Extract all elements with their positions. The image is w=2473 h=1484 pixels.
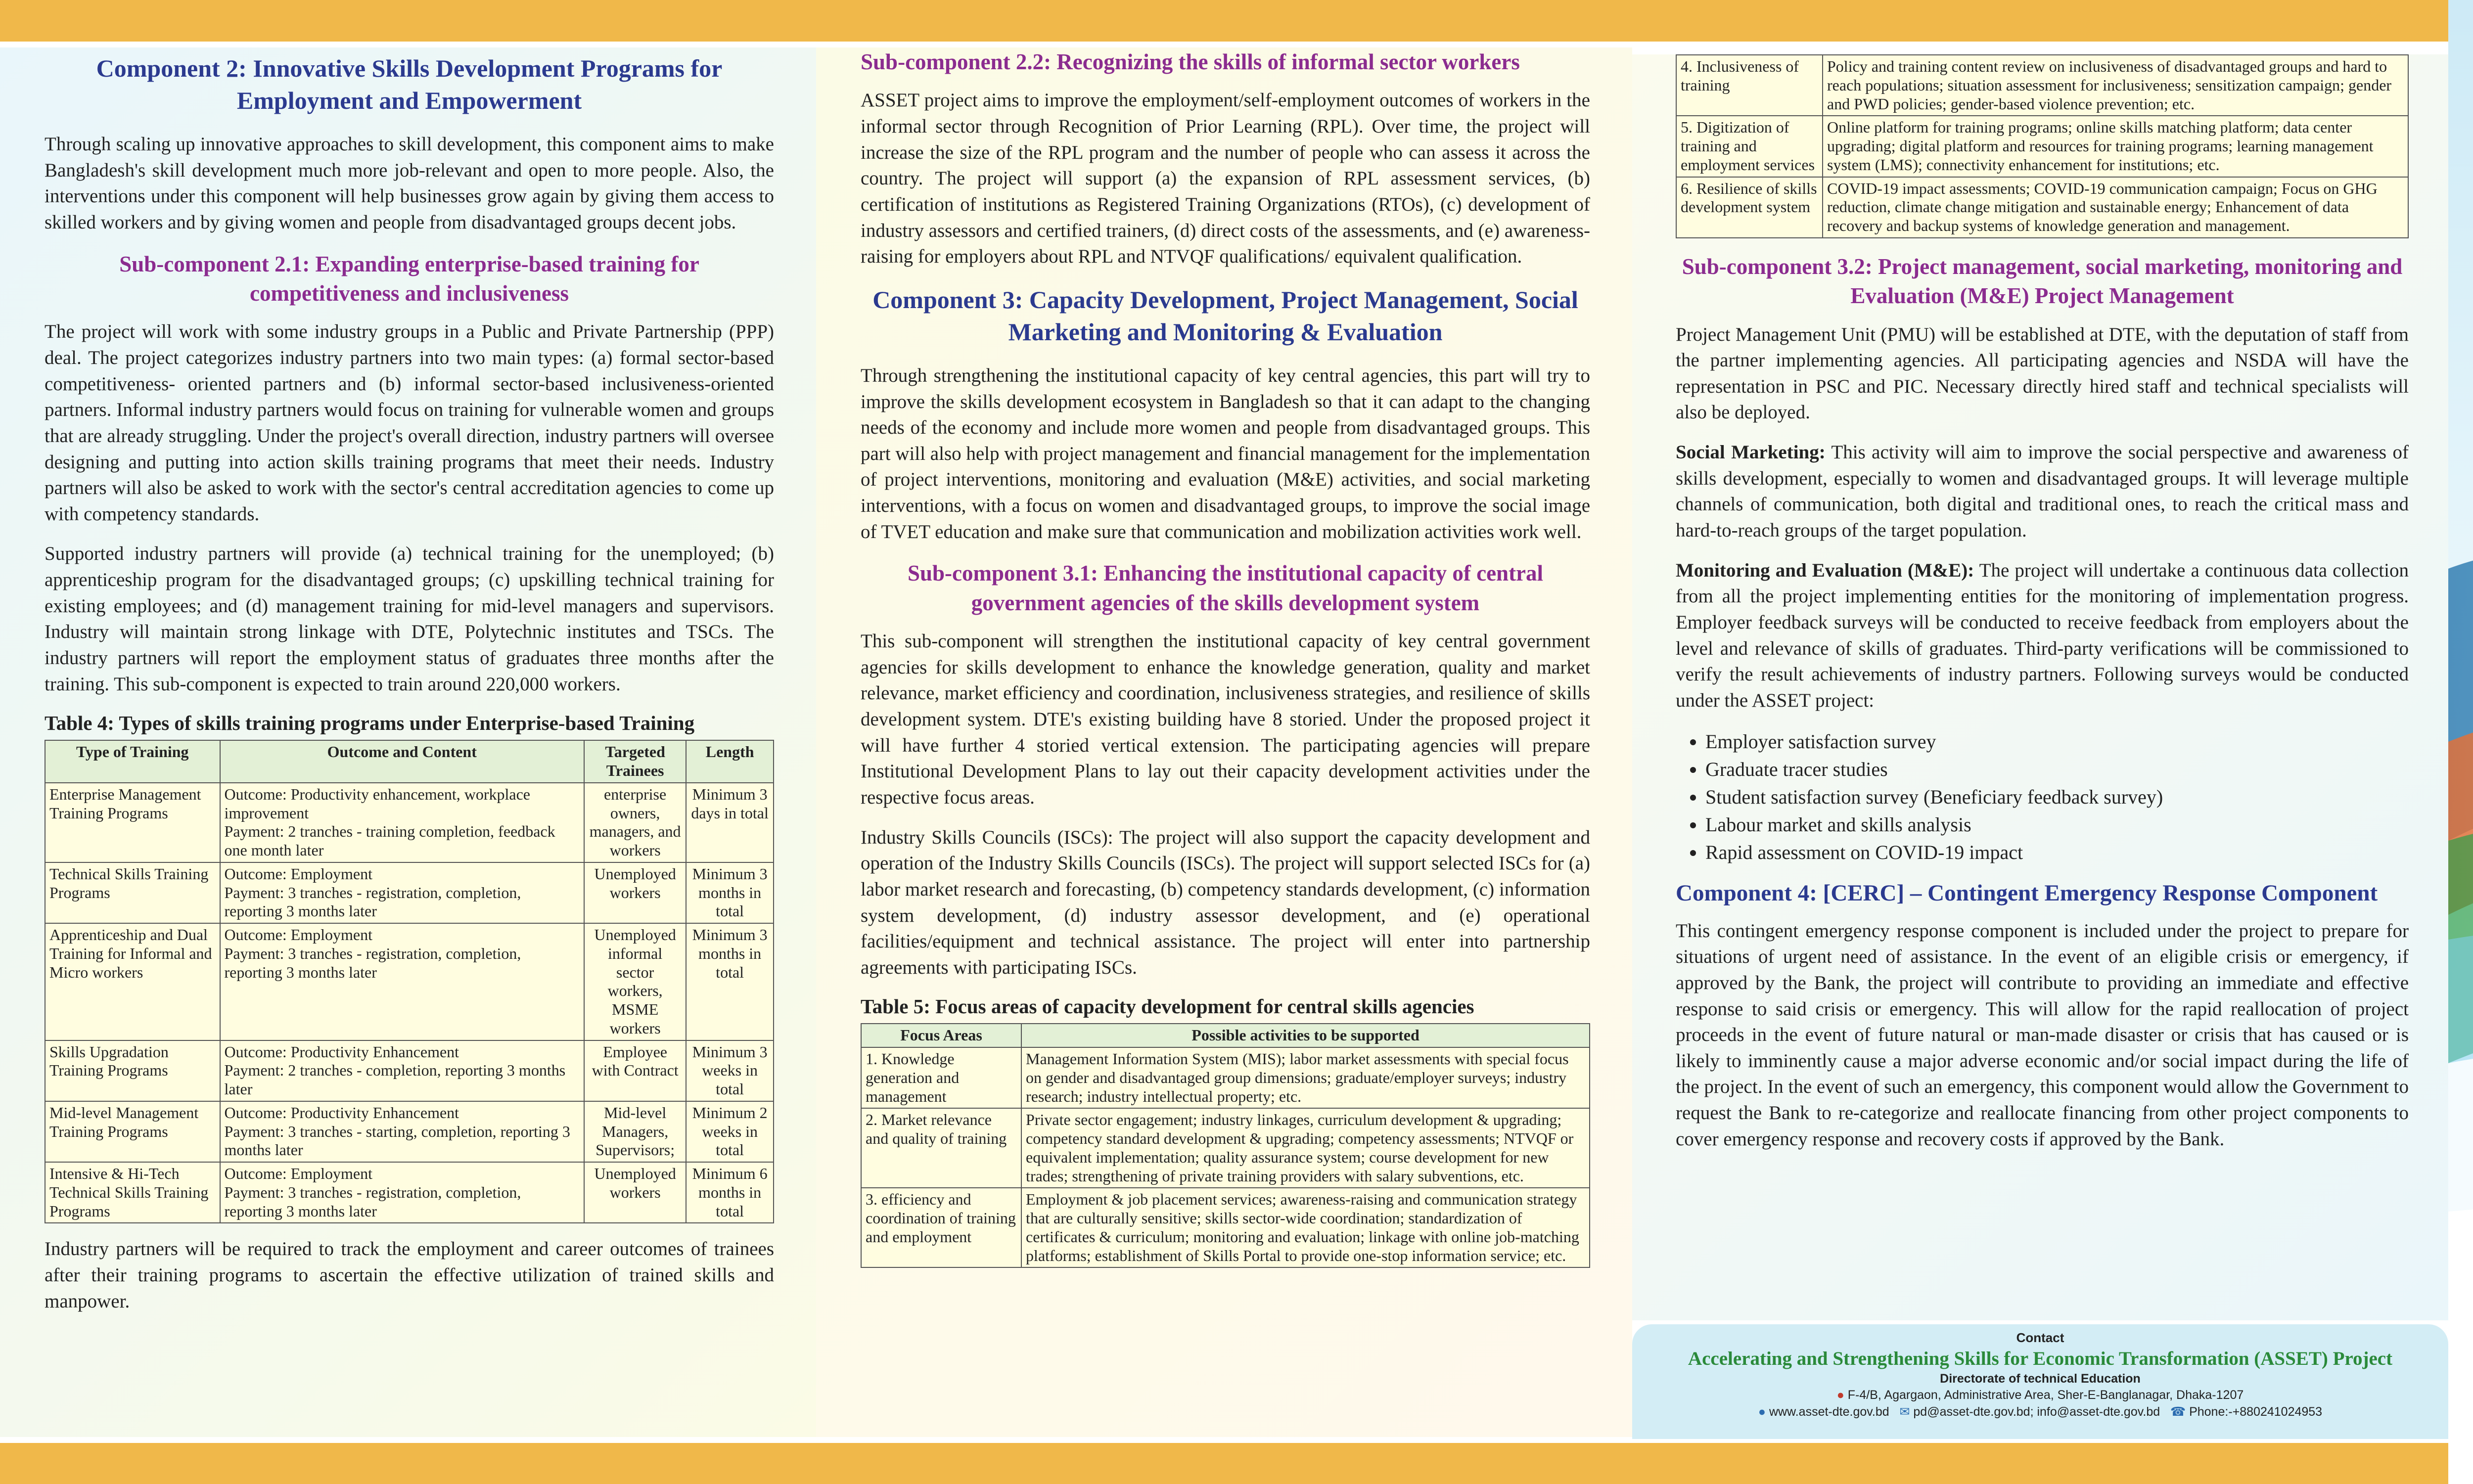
subcomponent-3-2-heading: Sub-component 3.2: Project management, social marketing, monitoring and Evaluation (M&E) Project Management (1682, 254, 2403, 309)
table-4-cell: Technical Skills Training Programs (45, 862, 220, 923)
survey-list-item: • Graduate tracer studies (1705, 756, 2409, 783)
table-5-row (861, 1108, 1590, 1188)
monitoring-evaluation-paragraph (1676, 558, 2409, 714)
table-5-header: Possible activities to be supported (1021, 1024, 1590, 1047)
monitoring-evaluation-text: The project will undertake a continuous data collection from all the project implementing entities for the monitoring of implementation progress. Employer feedback surveys will be conducted to receive feedback from employers about the level and relevance of skills of graduates. Third-party verifications will be commissioned to verify the result achievements of industry partners. Following surveys would be conducted under the ASSET project: (1676, 559, 2409, 711)
panel-1 (0, 47, 816, 1437)
contact-address: F-4/B, Agargaon, Administrative Area, Sher-E-Banglanagar, Dhaka-1207 (1847, 1388, 2244, 1402)
contact-heading: Contact (2016, 1330, 2064, 1345)
subcomponent-3-2-text: Project Management Unit (PMU) will be established at DTE, with the deputation of staff from the partner implementing agencies. All participating agencies and NSDA will have the representation in PSC and PIC. Necessary directly hired staff and technical specialists will also be deployed. (1676, 323, 2409, 423)
table-5-cell: COVID-19 impact assessments; COVID-19 communication campaign; Focus on GHG reduction, climate change mitigation and sustainable energy; Enhancement of data recovery and backup systems of knowledge generation and management. (1823, 177, 2408, 238)
survey-list-item: • Student satisfaction survey (Beneficiary feedback survey) (1705, 783, 2409, 811)
contact-email[interactable]: pd@asset-dte.gov.bd; info@asset-dte.gov.bd (1913, 1405, 2160, 1419)
table-5-row (1676, 177, 2408, 238)
table-4-header: Outcome and Content (220, 740, 585, 783)
table-5-cell: 6. Resilience of skills development system (1676, 177, 1823, 238)
social-marketing-text: This activity will aim to improve the social perspective and awareness of skills development, especially to women and disadvantaged groups. It will leverage multiple channels of communication, both digital and traditional ones, to reach the critical mass and hard-to-reach groups of the target population. (1676, 442, 2409, 541)
table-4-cell: Intensive & Hi-Tech Technical Skills Training Programs (45, 1162, 220, 1223)
contact-office: Directorate of technical Education (1940, 1372, 2141, 1386)
table-4-cell: Mid-level Managers, Supervisors; (584, 1101, 686, 1162)
contact-box (1632, 1324, 2448, 1439)
subcomponent-2-1-paragraph-2: Supported industry partners will provide (a) technical training for the unemployed; (b) apprenticeship program for the disadvantaged groups; (c) upskilling technical training for existing employees; and (d) management training for mid-level managers and supervisors. Industry will maintain strong linkage with DTE, Polytechnic institutes and TSCs. The industry partners will report the employment status of graduates three months after the training. This sub-component is expected to train around 220,000 workers. (45, 543, 774, 695)
contact-links-line (1632, 1404, 2448, 1419)
component-3-text: Through strengthening the institutional capacity of key central agencies, this part will try to improve the skills development ecosystem in Bangladesh so that it can adapt to the changing needs of the economy and include more women and people from disadvantaged groups. This part will also help with project management and financial management for the implementation of project interventions, monitoring and evaluation (M&E) activities, and social marketing interventions, with a focus on women and disadvantaged groups, to improve the social image of TVET education and make sure that communication and mobilization activities work well. (861, 364, 1591, 542)
table-4-row (45, 1040, 774, 1101)
table-4-cell: Outcome: Employment Payment: 3 tranches - registration, completion, reporting 3 months later (220, 862, 585, 923)
survey-list (1705, 728, 2409, 866)
table-4-cell: Skills Upgradation Training Programs (45, 1040, 220, 1101)
component-2-heading: Component 2: Innovative Skills Development Programs for Employment and Empowerment (96, 54, 723, 114)
subcomponent-2-2-heading: Sub-component 2.2: Recognizing the skills of informal sector workers (861, 49, 1520, 74)
table-4-cell: Apprenticeship and Dual Training for Informal and Micro workers (45, 923, 220, 1040)
table-5-header: Focus Areas (861, 1024, 1021, 1047)
table-5-cell: 4. Inclusiveness of training (1676, 55, 1823, 116)
table-4-cell: enterprise owners, managers, and workers (584, 783, 686, 862)
table-5-cell: 1. Knowledge generation and management (861, 1047, 1021, 1108)
component-4-text: This contingent emergency response component is included under the project to prepare for situations of urgent need of assistance. In the event of an eligible crisis or emergency, if approved by the Bank, the project will contribute to providing an immediate and effective response to said crisis or emergency. This will allow for the rapid reallocation of project proceeds in the event of future natural or man-made disaster or crisis that has caused or is likely to imminently cause a major adverse economic and/or social impact during the life of the project. In the event of such an emergency, this component would allow the Government to request the Bank to re-categorize and reallocate financing from other project components to cover emergency response and recovery costs if approved by the Bank. (1676, 920, 2409, 1150)
subcomponent-2-2-text: ASSET project aims to improve the employment/self-employment outcomes of workers in the informal sector through Recognition of Prior Learning (RPL). Over time, the project will increase the size of the RPL program and the number of people who can assess it across the country. The project will support (a) the expansion of RPL assessment services, (b) certification of institutions as Registered Training Organizations (RTOs), (c) development of industry assessors and certified trainers, (d) direct costs of the assessments, and (e) awareness-raising for employers about RPL and NTVQF qualifications/ equivalent qualification. (861, 90, 1590, 268)
table-5-row (861, 1047, 1590, 1108)
table-5-cell: Policy and training content review on inclusiveness of disadvantaged groups and hard to reach populations; situation assessment for inclusiveness; sensitization campaign; gender and PWD policies; gender-based violence prevention; etc. (1823, 55, 2408, 116)
table-5-row (861, 1188, 1590, 1267)
table-4-header: Targeted Trainees (584, 740, 686, 783)
publication-date (2448, 1394, 2473, 1421)
survey-list-item: • Labour market and skills analysis (1705, 811, 2409, 839)
closing-paragraph: Industry partners will be required to track the employment and career outcomes of trainees after their training programs to ascertain the effective utilization of trained skills and manpower. (45, 1238, 774, 1312)
ministry-block (2463, 1123, 2473, 1264)
survey-list-item: • Rapid assessment on COVID-19 impact (1705, 839, 2409, 866)
table-5-cell: Management Information System (MIS); labor market assessments with special focus on gender and disadvantaged group dimensions; graduate/employer surveys; industry research; industry intellectual property; etc. (1021, 1047, 1590, 1108)
panel-3 (1632, 54, 2448, 1320)
email-icon: ✉ (1899, 1405, 1914, 1419)
cover-panel (2448, 0, 2473, 1484)
table-5-cell: Private sector engagement; industry linkages, curriculum development & upgrading; competency standard development & upgrading; competency assessments; NTVQF or equivalent implementation; quality assurance system; course development for new trades; strengthening of private training providers with salary subventions, etc. (1021, 1108, 1590, 1188)
table-4-cell: Mid-level Management Training Programs (45, 1101, 220, 1162)
table-4 (45, 740, 774, 1223)
subcomponent-3-1-paragraph-2: Industry Skills Councils (ISCs): The project will also support the capacity development and operation of the Industry Skills Councils (ISCs). The project will support selected ISCs for (a) labor market research and forecasting, (b) competency standards development, (c) information system development, (d) industry assessor development, and (e) operational facilities/equipment and technical assistance. The project will enter into partnership agreements with participating ISCs. (861, 826, 1590, 978)
subcomponent-3-1-heading: Sub-component 3.1: Enhancing the institutional capacity of central government agencies of the skills development system (907, 561, 1544, 615)
top-accent-bar (0, 0, 2448, 42)
component-2-text: Through scaling up innovative approaches to skill development, this component aims to make Bangladesh's skill development much more job-relevant and open to more people. Also, the interventions under this component will help businesses grow again by giving them access to skilled workers and by giving women and people from disadvantaged groups decent jobs. (45, 134, 774, 233)
phone-icon: ☎ (2170, 1405, 2190, 1419)
table-5-cell: 3. efficiency and coordination of training and employment (861, 1188, 1021, 1267)
table-5-row (1676, 55, 2408, 116)
component-3-heading: Component 3: Capacity Development, Project Management, Social Marketing and Monitoring & Evaluation (872, 285, 1578, 346)
table-5-cell: Employment & job placement services; awareness-raising and communication strategy that are culturally sensitive; skills sector-wide coordination; standardization of certificates & curriculum; monitoring and evaluation; linkage with online job-matching platforms; establishment of Skills Portal to provide one-stop information service; etc. (1021, 1188, 1590, 1267)
contact-website[interactable]: www.asset-dte.gov.bd (1769, 1405, 1889, 1419)
contact-address-line (1632, 1388, 2448, 1402)
survey-list-item: • Employer satisfaction survey (1705, 728, 2409, 756)
ministry-line-2 (2463, 1169, 2473, 1216)
globe-icon: ● (1758, 1405, 1769, 1419)
table-4-row (45, 1162, 774, 1223)
panel-2 (816, 47, 1632, 1437)
social-marketing-label: Social Marketing: (1676, 442, 1826, 463)
table-4-cell: Enterprise Management Training Programs (45, 783, 220, 862)
table-4-cell: Outcome: Employment Payment: 3 tranches - registration, completion, reporting 3 months later (220, 1162, 585, 1223)
subcomponent-2-1-paragraph-1: The project will work with some industry groups in a Public and Private Partnership (PPP) deal. The project categorizes industry partners into two main types: (a) formal sector-based competitiveness- oriented partners and (b) informal sector-based inclusiveness-oriented partners. Informal industry partners would focus on training for vulnerable women and groups that are already struggling. Under the project's overall direction, industry partners will oversee designing and putting into action skills training programs that meet their needs. Industry partners will also be asked to work with the sector's central accreditation agencies to come up with competency standards. (45, 321, 774, 525)
table-4-header: Length (686, 740, 774, 783)
table-4-cell: Minimum 3 days in total (686, 783, 774, 862)
table-4-cell: Minimum 3 months in total (686, 862, 774, 923)
table-4-cell: Unemployed workers (584, 862, 686, 923)
subcomponent-2-1-heading: Sub-component 2.1: Expanding enterprise-based training for competitiveness and inclusiveness (119, 251, 699, 306)
ministry-line-3 (2463, 1216, 2473, 1263)
table-4-header: Type of Training (45, 740, 220, 783)
ministry-line-1 (2463, 1123, 2473, 1169)
bottom-accent-bar (0, 1443, 2448, 1484)
contact-project-name: Accelerating and Strengthening Skills for Economic Transformation (ASSET) Project (1688, 1348, 2393, 1369)
component-4-heading: Component 4: [CERC] – Contingent Emergency Response Component (1676, 880, 2378, 906)
table-4-row (45, 862, 774, 923)
table-5-row (1676, 116, 2408, 177)
table-5-continued (1676, 54, 2409, 238)
table-5-caption: Table 5: Focus areas of capacity development for central skills agencies (861, 995, 1474, 1018)
monitoring-evaluation-label: Monitoring and Evaluation (M&E): (1676, 559, 1974, 581)
table-5-cell: Online platform for training programs; online skills matching platform; data center upgrading; digital platform and resources for training programs; learning management system (LMS); connectivity enhancement for institutions; etc. (1823, 116, 2408, 177)
table-4-cell: Minimum 3 months in total (686, 923, 774, 1040)
table-4-caption: Table 4: Types of skills training programs under Enterprise-based Training (45, 712, 695, 735)
table-5-cell: 5. Digitization of training and employment services (1676, 116, 1823, 177)
table-4-cell: Outcome: Productivity Enhancement Payment: 2 tranches - completion, reporting 3 months later (220, 1040, 585, 1101)
contact-phone: Phone:-+880241024953 (2189, 1405, 2323, 1419)
table-5-cell: 2. Market relevance and quality of training (861, 1108, 1021, 1188)
table-4-row (45, 923, 774, 1040)
table-5 (861, 1023, 1590, 1268)
social-marketing-paragraph (1676, 440, 2409, 544)
table-4-cell: Outcome: Productivity enhancement, workplace improvement Payment: 2 tranches - training completion, feedback one month later (220, 783, 585, 862)
table-4-cell: Employee with Contract (584, 1040, 686, 1101)
table-4-cell: Minimum 2 weeks in total (686, 1101, 774, 1162)
table-4-cell: Minimum 3 weeks in total (686, 1040, 774, 1101)
table-4-cell: Outcome: Productivity Enhancement Payment: 3 tranches - starting, completion, reporting 3 months later (220, 1101, 585, 1162)
subcomponent-3-1-paragraph-1: This sub-component will strengthen the institutional capacity of key central government agencies for skills development to enhance the knowledge generation, quality and market relevance, market efficiency and coordination, inclusiveness strategies, and resilience of skills development system. DTE's existing building have 8 storied. Under the proposed project it will have further 4 storied vertical extension. The participating agencies will prepare Institutional Development Plans to lay out their capacity development activities under the respective focus areas. (861, 630, 1590, 808)
table-4-cell: Unemployed workers (584, 1162, 686, 1223)
table-4-cell: Minimum 6 months in total (686, 1162, 774, 1223)
table-4-row (45, 783, 774, 862)
table-4-row (45, 1101, 774, 1162)
table-4-cell: Outcome: Employment Payment: 3 tranches - registration, completion, reporting 3 months later (220, 923, 585, 1040)
table-4-cell: Unemployed informal sector workers, MSME workers (584, 923, 686, 1040)
location-pin-icon: ● (1836, 1388, 1848, 1402)
